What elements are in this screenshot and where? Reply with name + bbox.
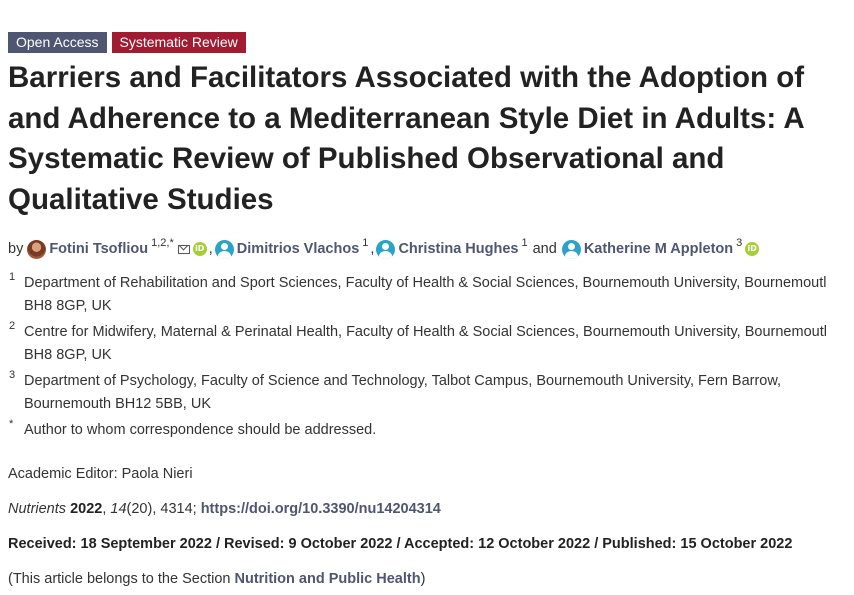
affiliation-item xyxy=(8,321,854,366)
author-appleton[interactable] xyxy=(562,237,759,259)
section-note xyxy=(8,571,854,587)
affiliation-number: 3 xyxy=(9,369,16,381)
author-hughes[interactable] xyxy=(376,237,528,259)
publication-dates: Received: 18 September 2022 / Revised: 9 October 2022 / Accepted: 12 October 2022 / Published: 15 October 2022 xyxy=(8,536,793,552)
open-access-badge[interactable]: Open Access xyxy=(8,32,107,53)
affiliation-list xyxy=(8,272,854,446)
article-type-badge[interactable]: Systematic Review xyxy=(112,32,246,53)
affiliation-text: Department of Psychology, Faculty of Science and Technology, Talbot Campus, Bournemouth University, Fern Barrow, Bournemouth BH12 5BB, UK xyxy=(24,373,782,412)
affiliation-number: 1 xyxy=(9,271,16,283)
affiliation-number: * xyxy=(9,418,14,430)
by-label: by xyxy=(8,241,24,257)
citation-line: Nutrients 2022, 14(20), 4314; https://doi.org/10.3390/nu14204314 xyxy=(8,501,441,517)
affiliation-item xyxy=(8,272,854,317)
author-separator: , xyxy=(370,241,375,257)
author-name[interactable]: Christina Hughes xyxy=(398,241,519,257)
author-tsofliou[interactable] xyxy=(27,237,206,259)
correspondence-note xyxy=(8,419,854,442)
journal-name: Nutrients xyxy=(8,501,67,517)
author-list xyxy=(8,236,854,262)
article-badges xyxy=(8,32,246,53)
email-icon[interactable] xyxy=(178,245,190,254)
affiliation-item xyxy=(8,370,854,415)
citation-volume: 14 xyxy=(110,501,127,517)
affiliation-text: Department of Rehabilitation and Sport Sciences, Faculty of Health & Social Sciences, Bournemouth University, Bournemoutl BH8 8GP, UK xyxy=(24,275,827,314)
author-affiliation-sup: 3 xyxy=(736,237,743,249)
section-link[interactable]: Nutrition and Public Health xyxy=(234,571,421,587)
author-vlachos[interactable] xyxy=(215,237,369,259)
person-icon xyxy=(215,240,234,259)
orcid-icon[interactable]: iD xyxy=(193,242,207,256)
author-affiliation-sup: 1,2,* xyxy=(151,237,174,249)
orcid-icon[interactable]: iD xyxy=(745,242,759,256)
author-affiliation-sup: 1 xyxy=(362,237,369,249)
affiliation-text: Author to whom correspondence should be addressed. xyxy=(24,422,377,438)
author-name[interactable]: Dimitrios Vlachos xyxy=(236,241,360,257)
academic-editor: Academic Editor: Paola Nieri xyxy=(8,466,193,482)
author-name[interactable]: Fotini Tsofliou xyxy=(49,241,149,257)
affiliation-text: Centre for Midwifery, Maternal & Perinatal Health, Faculty of Health & Social Sciences, Bournemouth University, Bournemoutl BH8 8GP, UK xyxy=(24,324,827,363)
citation-issue: (20), 4314; xyxy=(126,501,197,517)
affiliation-number: 2 xyxy=(9,320,16,332)
author-separator: , xyxy=(208,241,213,257)
person-icon xyxy=(376,240,395,259)
author-name[interactable]: Katherine M Appleton xyxy=(583,241,734,257)
author-conjunction: and xyxy=(532,241,557,257)
author-affiliation-sup: 1 xyxy=(521,237,528,249)
doi-link[interactable]: https://doi.org/10.3390/nu14204314 xyxy=(200,501,441,517)
section-prefix: (This article belongs to the Section xyxy=(8,571,235,587)
author-photo-icon xyxy=(27,240,46,259)
article-title: Barriers and Facilitators Associated with the Adoption of and Adherence to a Mediterranean Style Diet in Adults: A Systematic Review of Published Observational and Qualitative Studies xyxy=(8,61,805,216)
person-icon xyxy=(562,240,581,259)
section-suffix: ) xyxy=(420,571,426,587)
citation-year: 2022 xyxy=(70,501,103,517)
